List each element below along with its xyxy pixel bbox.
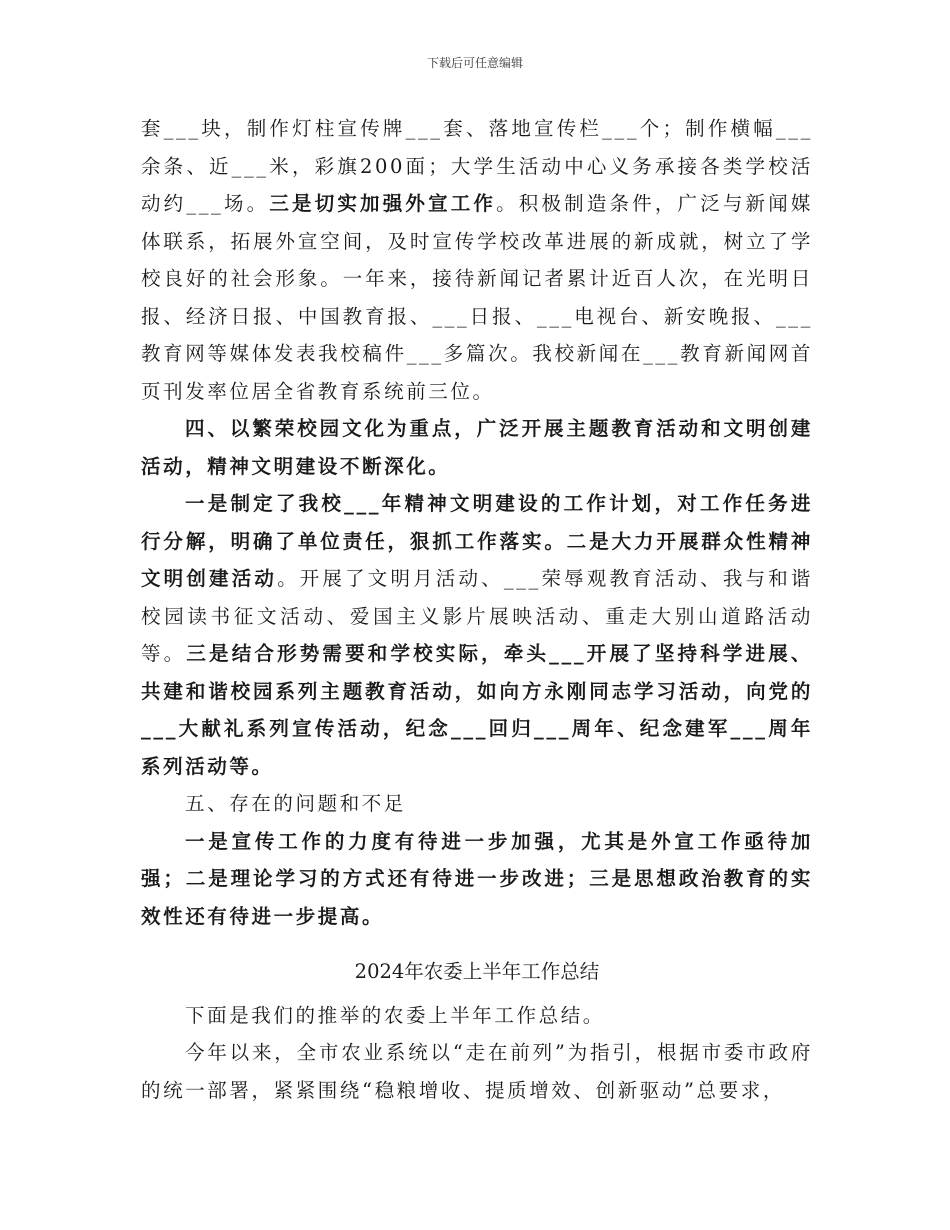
paragraph-summary: 今年以来，全市农业系统以“走在前列”为指引，根据市委市政府的统一部署，紧紧围绕“稳粮增收、提质增效、创新驱动”总要求， [141, 1041, 813, 1102]
paragraph-text: 。开展了文明月活动、___荣辱观教育活动、我与和谐校园读书征文活动、爱国主义影片展映活动、重走大别山道路活动等。 [141, 567, 813, 665]
paragraph-civilization [141, 485, 813, 785]
document-body [141, 110, 813, 1109]
document-title: 2024年农委上半年工作总结 [354, 960, 600, 983]
section-heading-5: 五、存在的问题和不足 [185, 792, 407, 815]
section-heading-4: 四、以繁荣校园文化为重点，广泛开展主题教育活动和文明创建活动，精神文明建设不断深化。 [141, 417, 813, 478]
paragraph-intro: 下面是我们的推举的农委上半年工作总结。 [185, 1003, 605, 1027]
paragraph-bold-text: 三是结合形势需要和学校实际，牵头___开展了坚持科学进展、共建和谐校园系列主题教育活动，如向方永刚同志学习活动，向党的___大献礼系列宣传活动，纪念___回归___周年、纪念建军___周年系列活动等。 [141, 642, 813, 778]
paragraph-publicity [141, 110, 813, 410]
paragraph-text: 套___块，制作灯柱宣传牌___套、落地宣传栏___个；制作横幅___余条、近___米，彩旗200面；大学生活动中心义务承接各类学校活动约___场。 [141, 117, 813, 215]
paragraph-bold-text: 三是切实加强外宣工作 [269, 192, 497, 215]
paragraph-bold-text: 一是制定了我校___年精神文明建设的工作计划，对工作任务进行分解，明确了单位责任，狠抓工作落实。二是大力开展群众性精神文明创建活动 [141, 492, 813, 590]
paragraph-text: 。积极制造条件，广泛与新闻媒体联系，拓展外宣空间，及时宣传学校改革进展的新成就，树立了学校良好的社会形象。一年来，接待新闻记者累计近百人次，在光明日报、经济日报、中国教育报、___日报、___电视台、新安晚报、___教育网等媒体发表我校稿件___多篇次。我校新闻在___教育新闻网首页刊发率位居全省教育系统前三位。 [141, 192, 813, 403]
page-header: 下载后可任意编辑 [426, 56, 523, 70]
paragraph-problems: 一是宣传工作的力度有待进一步加强，尤其是外宣工作亟待加强；二是理论学习的方式还有待进一步改进；三是思想政治教育的实效性还有待进一步提高。 [141, 829, 813, 928]
